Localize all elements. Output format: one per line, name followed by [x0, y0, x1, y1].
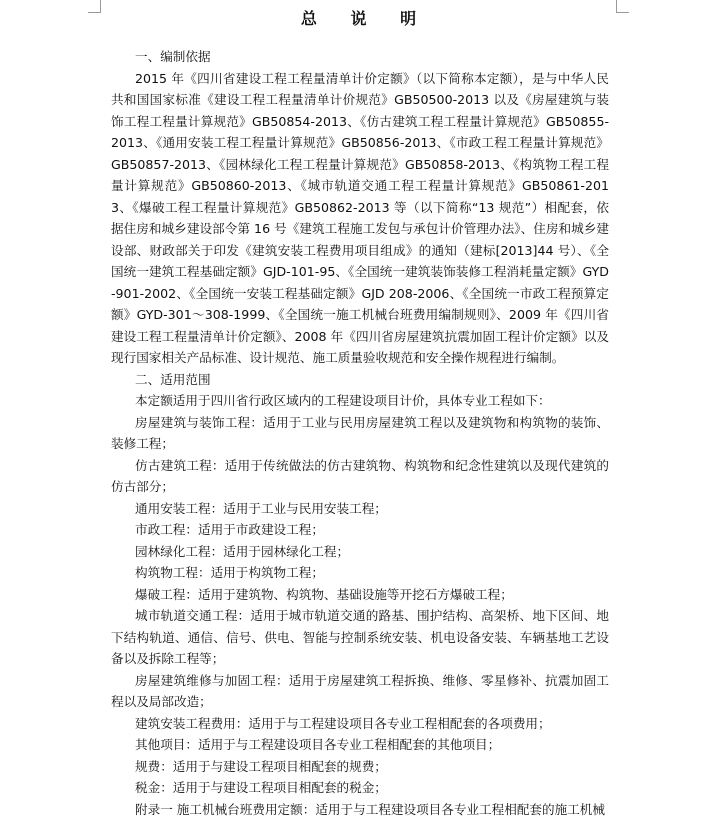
page-title: 总 说 明	[300, 9, 431, 28]
paragraph: 构筑物工程：适用于构筑物工程；	[135, 565, 324, 580]
document-body	[111, 46, 609, 820]
paragraph: 园林绿化工程：适用于园林绿化工程；	[135, 543, 350, 559]
paragraph: 爆破工程：适用于建筑物、构筑物、基础设施等开挖石方爆破工程；	[135, 586, 513, 602]
paragraph: 税金：适用于与建设工程项目相配套的税金；	[135, 780, 387, 795]
paragraph: 建筑安装工程费用：适用于与工程建设项目各专业工程相配套的各项费用；	[135, 715, 551, 731]
paragraph: 市政工程：适用于市政建设工程；	[135, 522, 324, 537]
paragraph: 2015 年《四川省建设工程工程量清单计价定额》（以下简称本定额），是与中华人民共和国国家标准《建设工程工程量清单计价规范》GB50500-2013 以及《房屋建筑与装饰工程工程量计算规范》GB50854-2013、《仿古建筑工程工程量计算规范》GB50855-2013、《通用安装工程工程量计算规范》GB50856-2013、《市政工程工程量计算规范》GB50857-2013、《园林绿化工程工程量计算规范》GB50858-2013、《构筑物工程工程量计算规范》GB50860-2013、《城市轨道交通工程工程量计算规范》GB50861-2013、《爆破工程工程量计算规范》GB50862-2013 等（以下简称“13 规范”）相配套，依据住房和城乡建设部令第 16 号《建筑工程施工发包与承包计价管理办法》、住房和城乡建设部、财政部关于印发《建筑安装工程费用项目组成》的通知（建标[2013]44 号）、《全国统一建筑工程基础定额》GJD-101-95、《全国统一建筑装饰装修工程消耗量定额》GYD-901-2002、《全国统一安装工程基础定额》GJD 208-2006、《全国统一市政工程预算定额》GYD-301～308-1999、《全国统一施工机械台班费用编制规则》、2009 年《四川省建设工程工程量清单计价定额》、2008 年《四川省房屋建筑抗震加固工程计价定额》以及现行国家相关产品标准、设计规范、施工质量验收规范和安全操作规程进行编制。	[111, 70, 609, 365]
paragraph: 房屋建筑维修与加固工程：适用于房屋建筑工程拆换、维修、零星修补、抗震加固工程以及局部改造；	[111, 672, 609, 709]
paragraph: 附录一 施工机械台班费用定额：适用于与工程建设项目各专业工程相配套的施工机械	[135, 801, 605, 817]
paragraph: 仿古建筑工程：适用于传统做法的仿古建筑物、构筑物和纪念性建筑以及现代建筑的仿古部分；	[111, 457, 609, 494]
paragraph: 房屋建筑与装饰工程：适用于工业与民用房屋建筑工程以及建筑物和构筑物的装饰、装修工程；	[111, 414, 609, 451]
paragraph: 其他项目：适用于与工程建设项目各专业工程相配套的其他项目；	[135, 737, 501, 752]
section-heading: 二、适用范围	[135, 371, 211, 387]
section-heading: 一、编制依据	[135, 49, 211, 64]
paragraph: 通用安装工程：适用于工业与民用安装工程；	[135, 500, 387, 516]
paragraph: 规费：适用于与建设工程项目相配套的规费；	[135, 758, 387, 774]
paragraph: 城市轨道交通工程：适用于城市轨道交通的路基、围护结构、高架桥、地下区间、地下结构轨道、通信、信号、供电、智能与控制系统安装、机电设备安装、车辆基地工艺设备以及拆除工程等；	[111, 608, 609, 666]
paragraph: 本定额适用于四川省行政区域内的工程建设项目计价，具体专业工程如下：	[135, 393, 551, 408]
